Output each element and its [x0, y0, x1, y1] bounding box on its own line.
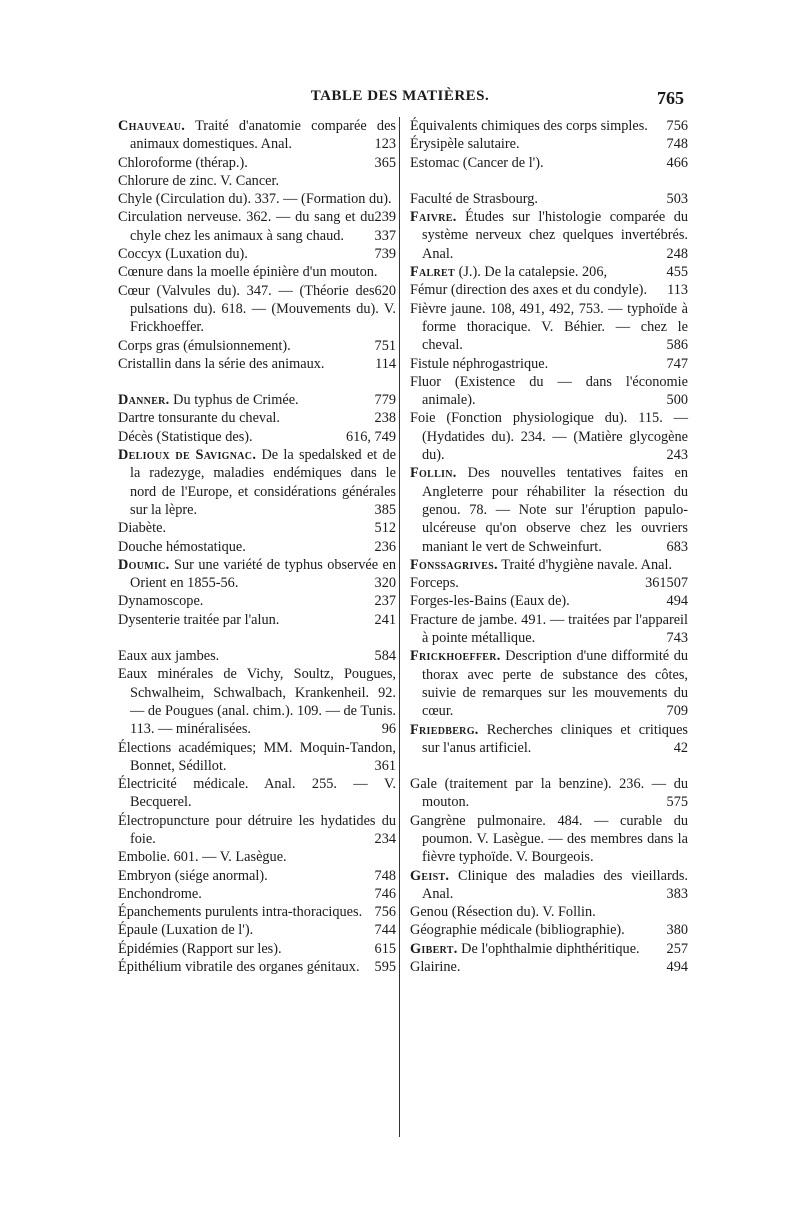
entry-text: Gale (traitement par la benzine). 236. — du mouton. — [410, 776, 688, 811]
entry-page-number: 746 — [374, 885, 396, 902]
entry-author: Danner. — [118, 392, 170, 409]
entry-text: Clinique des maladies des vieillards. Anal. — [422, 867, 688, 902]
entry-page-number: 744 — [374, 922, 396, 939]
entry-page-number: 257 — [666, 940, 688, 957]
index-entry — [118, 885, 396, 903]
index-entry — [118, 665, 396, 738]
index-entry — [118, 446, 396, 519]
section-gap — [410, 757, 688, 775]
entry-page-number: 739 — [374, 246, 396, 263]
entry-text: Érysipèle salutaire. — [410, 136, 520, 153]
entry-page-number: 756 — [666, 118, 688, 134]
page-header — [116, 88, 684, 114]
entry-page-number: 751 — [374, 337, 396, 354]
index-entry — [118, 154, 396, 172]
entry-text: Chyle (Circulation du). 337. — (Formation du). — [118, 191, 392, 208]
entry-text: Circulation nerveuse. 362. — du sang et du chyle chez les animaux à sang chaud. — [118, 209, 375, 244]
entry-text: Coccyx (Luxation du). — [118, 246, 248, 263]
entry-page-number: 337 — [374, 227, 396, 244]
entry-page-number: 361 — [645, 575, 667, 592]
entry-text: Géographie médicale (bibliographie). — [410, 922, 625, 939]
entry-page-number: 238 — [374, 410, 396, 427]
index-entry — [410, 812, 688, 867]
entry-text: Dynamoscope. — [118, 593, 204, 610]
index-entry — [118, 538, 396, 556]
index-entry — [410, 867, 688, 904]
index-entry — [118, 958, 396, 976]
entry-text: Cristallin dans la série des animaux. — [118, 355, 325, 372]
entry-text: Glairine. — [410, 959, 461, 976]
entry-text: Fracture de jambe. 491. — traitées par l'appareil à pointe métallique. — [410, 611, 688, 647]
entry-page-number: 466 — [666, 154, 688, 171]
entry-author: Faivre. — [410, 209, 457, 226]
entry-text: Fémur (direction des axes et du condyle). — [410, 282, 648, 299]
index-entry — [118, 117, 396, 154]
entry-text: Du typhus de Crimée. — [173, 392, 299, 409]
entry-text: Forges-les-Bains (Eaux de). — [410, 593, 570, 610]
entry-text: Électropuncture pour détruire les hydatides du foie. — [118, 812, 396, 847]
index-entry — [410, 940, 688, 958]
index-entry — [410, 775, 688, 812]
index-column-right — [410, 117, 688, 976]
index-entry — [410, 958, 688, 976]
index-entry — [410, 409, 688, 464]
entry-page-number: 575 — [666, 794, 688, 811]
entry-page-number: 239 — [374, 209, 396, 226]
section-gap — [410, 172, 688, 190]
entry-page-number: 615 — [374, 940, 396, 957]
column-divider — [399, 117, 400, 1137]
entry-page-number: 320 — [374, 575, 396, 592]
index-entry — [118, 647, 396, 665]
entry-page-number: 748 — [374, 867, 396, 884]
index-entry — [118, 245, 396, 263]
entry-page-number: 113 — [667, 282, 688, 299]
entry-page-number: 586 — [666, 337, 688, 354]
entry-author: Gibert. — [410, 940, 458, 957]
entry-text: Gangrène pulmonaire. 484. — curable du poumon. V. Lasègue. — des membres dans la fièvre typhoïde. V. Bourgeois. — [410, 812, 688, 866]
entry-text: Équivalents chimiques des corps simples. — [410, 118, 648, 134]
entry-page-number: 234 — [374, 830, 396, 847]
index-entry — [410, 647, 688, 720]
entry-text: Électricité médicale. Anal. 255. — V. Becquerel. — [118, 776, 396, 811]
entry-author: Fonssagrives. — [410, 556, 498, 573]
index-entry — [118, 263, 396, 299]
entry-page-number: 507 — [666, 575, 688, 592]
index-entry — [410, 208, 688, 263]
entry-page-number: 365 — [374, 154, 396, 171]
entry-page-number: 455 — [666, 264, 688, 281]
entry-author: Geist. — [410, 867, 450, 884]
index-entry — [410, 592, 688, 610]
entry-page-number: 584 — [374, 648, 396, 665]
entry-author: Delioux de Savignac. — [118, 447, 257, 464]
entry-text: Genou (Résection du). V. Follin. — [410, 904, 596, 921]
index-entry — [118, 337, 396, 355]
entry-page-number: 243 — [666, 447, 688, 464]
entry-text: Cœnure dans la moelle épinière d'un mouton. — [118, 264, 378, 281]
entry-text: Cœur (Valvules du). 347. — (Théorie des pulsations du). 618. — (Mouvements du). V. Frickhoeffer. — [118, 282, 396, 336]
index-entry — [410, 117, 688, 135]
entry-page-number: 380 — [666, 922, 688, 939]
entry-page-number: 494 — [666, 593, 688, 610]
entry-page-number: 114 — [375, 355, 396, 372]
entry-author: Follin. — [410, 465, 457, 482]
entry-text: Fistule néphrogastrique. — [410, 355, 549, 372]
entry-text: Foie (Fonction physiologique du). 115. — (Hydatides du). 234. — (Matière glycogène du). — [410, 410, 688, 464]
entry-author: Friedberg. — [410, 721, 479, 738]
index-entry — [118, 611, 396, 629]
entry-page-number: 236 — [374, 538, 396, 555]
entry-text: Épithélium vibratile des organes génitaux. — [118, 959, 360, 976]
entry-author: Falret — [410, 264, 455, 281]
section-gap — [118, 629, 396, 647]
index-entry — [410, 135, 688, 153]
entry-page-number: 500 — [666, 392, 688, 409]
entry-page-number: 237 — [374, 593, 396, 610]
index-entry — [118, 867, 396, 885]
entry-page-number: 620 — [374, 282, 396, 299]
index-entry — [410, 355, 688, 373]
entry-text: Forceps. — [410, 575, 459, 592]
index-entry — [118, 592, 396, 610]
index-entry — [118, 921, 396, 939]
index-entry — [410, 464, 688, 555]
entry-text: Dartre tonsurante du cheval. — [118, 410, 280, 427]
entry-text: Études sur l'histologie comparée du système nerveux chez quelques invertébrés. Anal. — [422, 209, 688, 262]
entry-text: Chloroforme (thérap.). — [118, 154, 248, 171]
entry-text: Fièvre jaune. 108, 491, 492, 753. — typhoïde à forme thoracique. V. Béhier. — chez le cheval. — [410, 300, 688, 354]
entry-text: Élections académiques; MM. Moquin-Tandon, Bonnet, Sédillot. — [118, 739, 396, 774]
index-entry — [410, 721, 688, 758]
index-entry — [118, 428, 396, 446]
entry-text: Des nouvelles tentatives faites en Angleterre pour réhabiliter la résection du genou. 78. — Note sur l'éruption papulo-ulcéreuse qu'on observe chez les ouvriers maniant le vert de Schweinfurt. — [422, 465, 688, 555]
index-entry — [118, 556, 396, 593]
entry-text: Douche hémostatique. — [118, 538, 246, 555]
entry-page-number: 503 — [666, 190, 688, 207]
entry-text: Description d'une difformité du thorax avec perte de substance des côtes, suivie de remarques sur les mouvements du cœur. — [422, 648, 689, 720]
entry-text: Faculté de Strasbourg. — [410, 190, 538, 207]
entry-page-number: 248 — [666, 245, 688, 262]
entry-page-number: 512 — [374, 520, 396, 537]
page-number: 765 — [657, 88, 684, 108]
entry-page-number: 779 — [374, 392, 396, 409]
index-entry — [410, 903, 688, 921]
entry-page-number: 42 — [673, 739, 688, 756]
entry-page-number: 595 — [374, 959, 396, 976]
index-entry — [410, 300, 688, 355]
index-entry — [118, 391, 396, 409]
entry-text: Chlorure de zinc. V. Cancer. — [118, 172, 280, 189]
index-entry — [118, 775, 396, 812]
entry-text: De l'ophthalmie diphthéritique. — [461, 940, 640, 957]
index-entry — [118, 812, 396, 849]
entry-text: Sur une variété de typhus observée en Orient en 1855-56. — [130, 556, 397, 592]
entry-text: Enchondrome. — [118, 885, 202, 902]
entry-text: Embolie. 601. — V. Lasègue. — [118, 849, 287, 866]
index-entry — [118, 519, 396, 537]
index-entry — [118, 208, 396, 245]
entry-page-number: 241 — [374, 611, 396, 628]
index-entry — [118, 409, 396, 427]
entry-page-number: 123 — [374, 136, 396, 153]
index-entry — [410, 154, 688, 172]
entry-page-number: 383 — [666, 885, 688, 902]
entry-author: Chauveau. — [118, 118, 186, 134]
entry-text: Corps gras (émulsionnement). — [118, 337, 291, 354]
entry-page-number: 747 — [666, 355, 688, 372]
index-entry — [410, 263, 688, 281]
index-column-left — [118, 117, 396, 976]
entry-text: Eaux aux jambes. — [118, 648, 220, 665]
index-entry — [118, 355, 396, 373]
entry-page-number: 709 — [666, 703, 688, 720]
entry-text: Dysenterie traitée par l'alun. — [118, 611, 280, 628]
entry-text: Traité d'hygiène navale. Anal. — [501, 556, 673, 573]
index-entry — [410, 574, 688, 592]
entry-text: Épidémies (Rapport sur les). — [118, 940, 282, 957]
entry-text: Épaule (Luxation de l'). — [118, 922, 254, 939]
entry-text: Recherches cliniques et critiques sur l'anus artificiel. — [422, 721, 688, 756]
entry-page-number: 96 — [381, 721, 396, 738]
entry-text: Diabète. — [118, 520, 167, 537]
entry-text: (J.). De la catalepsie. 206, — [458, 264, 608, 281]
index-entry — [410, 611, 688, 648]
entry-page-number: 683 — [666, 538, 688, 555]
index-entry — [118, 172, 396, 190]
entry-text: De la spedalsked et de la radezyge, maladies endémiques dans le nord de l'Europe, et considérations générales sur la lèpre. — [130, 447, 397, 518]
entry-page-number: 748 — [666, 136, 688, 153]
index-entry — [118, 739, 396, 776]
entry-text: Décès (Statistique des). — [118, 428, 253, 445]
entry-page-number: 385 — [374, 501, 396, 518]
entry-text: Estomac (Cancer de l'). — [410, 154, 544, 171]
entry-page-number: 616, 749 — [345, 428, 396, 445]
running-title: TABLE DES MATIÈRES. — [310, 88, 490, 104]
entry-page-number: 361 — [374, 757, 396, 774]
entry-text: Traité d'anatomie comparée des animaux domestiques. Anal. — [130, 118, 396, 153]
index-entry — [410, 373, 688, 410]
entry-page-number: 756 — [374, 904, 396, 921]
entry-author: Frickhoeffer. — [410, 648, 501, 665]
section-gap — [118, 373, 396, 391]
entry-text: Embryon (siége anormal). — [118, 867, 268, 884]
entry-text: Eaux minérales de Vichy, Soultz, Pougues, Schwalheim, Schwalbach, Krankenheil. 92. — de Pougues (anal. chim.). 109. — de Tunis. 113. — minéralisées. — [118, 666, 396, 738]
index-entry — [118, 190, 396, 226]
index-entry — [410, 921, 688, 939]
entry-author: Doumic. — [118, 556, 170, 573]
entry-page-number: 494 — [666, 959, 688, 976]
index-entry — [118, 903, 396, 921]
index-entry — [118, 848, 396, 866]
entry-page-number: 743 — [666, 630, 688, 647]
index-entry — [410, 190, 688, 208]
index-entry — [118, 282, 396, 337]
entry-text: Épanchements purulents intra-thoraciques. — [118, 904, 363, 921]
index-entry — [118, 940, 396, 958]
index-entry — [410, 281, 688, 299]
entry-text: Fluor (Existence du — dans l'économie animale). — [410, 373, 688, 409]
